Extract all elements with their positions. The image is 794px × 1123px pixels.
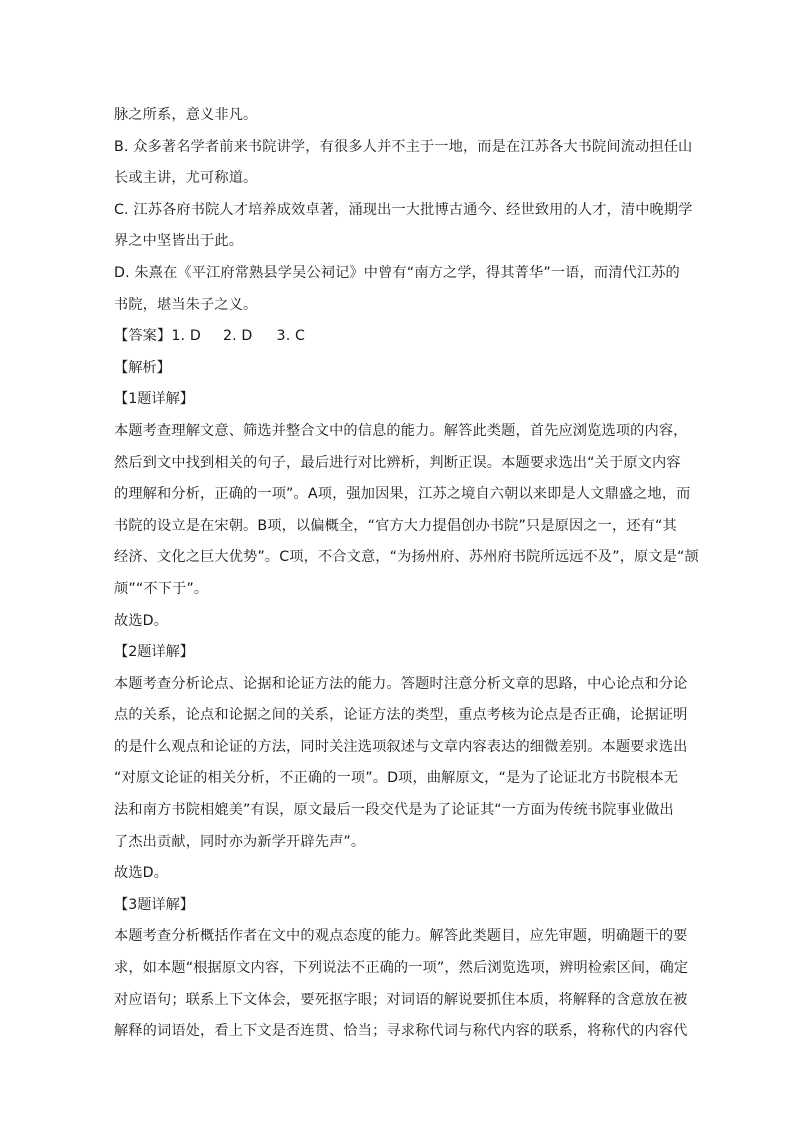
q2-line-3: 的是什么观点和论证的方法，同时关注选项叙述与文章内容表达的细微差别。本题要求选出 xyxy=(114,738,688,755)
q3-line-4: 解释的词语处，看上下文是否连贯、恰当；寻求称代词与称代内容的联系，将称代的内容代 xyxy=(114,1023,688,1040)
q3-line-2: 求，如本题“根据原文内容，下列说法不正确的一项”，然后浏览选项，辨明检索区间，确定 xyxy=(114,960,689,977)
q2-title: 【2题详解】 xyxy=(114,644,194,661)
option-a-tail: 脉之所系，意义非凡。 xyxy=(114,107,258,123)
q2-line-5: 法和南方书院相媲美”有误，原文最后一段交代是为了论证其“一方面为传统书院事业做出 xyxy=(114,802,674,819)
q2-line-6: 了杰出贡献，同时亦为新学开辟先声”。 xyxy=(114,833,366,850)
q1-line-4: 书院的设立是在宋朝。B项，以偏概全，“官方大力提倡创办书院”只是原因之一，还有“其 xyxy=(114,517,677,534)
answer-label: 【答案】 xyxy=(114,328,172,345)
option-c-line-1: C. 江苏各府书院人才培养成效卓著，涌现出一大批博古通今、经世致用的人才，清中晚期学 xyxy=(114,201,693,218)
q3-line-3: 对应语句；联系上下文体会，要死抠字眼；对词语的解说要抓住本质，将解释的含意放在被 xyxy=(114,991,688,1008)
analysis-label: 【解析】 xyxy=(114,359,171,376)
option-b-line-2: 长或主讲，尤可称道。 xyxy=(114,170,258,187)
answer-line xyxy=(114,321,680,353)
q1-line-3: 的理解和分析，正确的一项”。A项，强加因果，江苏之境自六朝以来即是人文鼎盛之地，而 xyxy=(114,486,691,503)
q2-line-1: 本题考查分析论点、论据和论证方法的能力。答题时注意分析文章的思路，中心论点和分论 xyxy=(114,675,688,692)
q1-conclusion: 故选D。 xyxy=(114,612,169,629)
option-d-line-1: D. 朱熹在《平江府常熟县学吴公祠记》中曾有“南方之学，得其菁华”一语，而清代江苏的 xyxy=(114,264,680,281)
q2-conclusion: 故选D。 xyxy=(114,865,169,882)
q3-line-1: 本题考查分析概括作者在文中的观点态度的能力。解答此类题目，应先审题，明确题干的要 xyxy=(114,928,688,945)
q1-line-2: 然后到文中找到相关的句子，最后进行对比辨析，判断正误。本题要求选出“关于原文内容 xyxy=(114,454,681,471)
option-b-line-1: B. 众多著名学者前来书院讲学，有很多人并不主于一地，而是在江苏各大书院间流动担任山 xyxy=(114,138,693,155)
q1-line-1: 本题考查理解文意、筛选并整合文中的信息的能力。解答此类题，首先应浏览选项的内容， xyxy=(114,422,688,439)
answer-q2: 2. D xyxy=(222,328,253,345)
option-d-line-2: 书院，堪当朱子之义。 xyxy=(114,296,258,313)
q2-line-2: 点的关系，论点和论据之间的关系，论证方法的类型，重点考核为论点是否正确，论据证明 xyxy=(114,707,688,724)
q3-title: 【3题详解】 xyxy=(114,896,194,913)
option-c-line-2: 界之中坚皆出于此。 xyxy=(114,233,244,250)
q1-line-6: 颃”“不下于”。 xyxy=(114,580,209,597)
q1-title: 【1题详解】 xyxy=(114,391,194,408)
answer-q3: 3. C xyxy=(276,328,306,345)
answer-q1: 1. D xyxy=(171,328,201,345)
q1-line-5: 经济、文化之巨大优势”。C项，不合文意，“为扬州府、苏州府书院所远远不及”，原文是“颉 xyxy=(114,549,699,566)
q2-line-4: “对原文论证的相关分析，不正确的一项”。D项，曲解原文，“是为了论证北方书院根本无 xyxy=(114,770,679,787)
document-page xyxy=(114,100,699,1048)
